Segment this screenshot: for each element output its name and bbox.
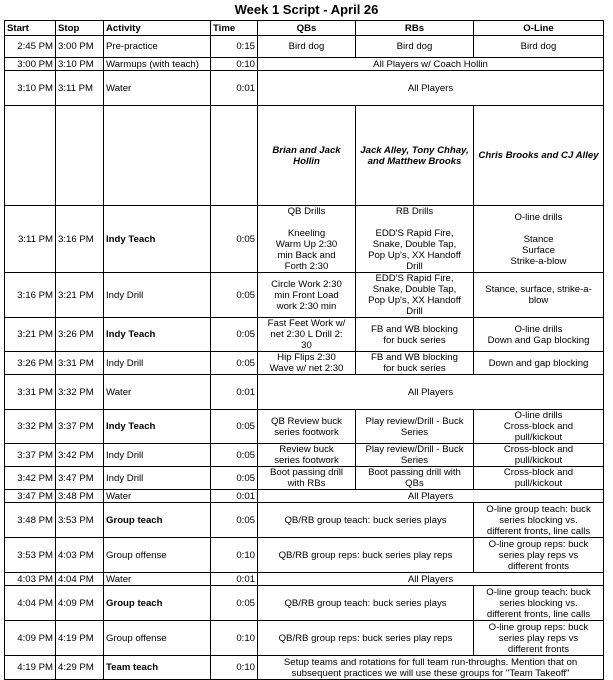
activity-cell: Indy Teach bbox=[104, 206, 211, 273]
coach-qb-cell: Brian and Jack Hollin bbox=[258, 106, 356, 206]
time-cell: 0:05 bbox=[211, 467, 258, 490]
start-cell: 3:00 PM bbox=[5, 58, 56, 71]
stop-cell: 3:37 PM bbox=[56, 410, 104, 444]
time-cell: 0:01 bbox=[211, 490, 258, 503]
table-row bbox=[5, 375, 604, 410]
qb-cell: QB Drills Kneeling Warm Up 2:30 min Back and Forth 2:30 bbox=[258, 206, 356, 273]
rb-cell: Boot passing drill with QBs bbox=[356, 467, 474, 490]
rb-cell: Play review/Drill - Buck Series bbox=[356, 444, 474, 467]
activity-cell: Group offense bbox=[104, 621, 211, 656]
start-cell: 3:10 PM bbox=[5, 71, 56, 106]
table-row bbox=[5, 503, 604, 538]
all-players-cell: All Players w/ Coach Hollin bbox=[258, 58, 604, 71]
oline-cell: Bird dog bbox=[474, 36, 604, 58]
time-cell: 0:10 bbox=[211, 621, 258, 656]
stop-cell: 3:53 PM bbox=[56, 503, 104, 538]
start-cell: 3:48 PM bbox=[5, 503, 56, 538]
qb-rb-group-cell: QB/RB group teach: buck series plays bbox=[258, 586, 474, 621]
activity-cell: Indy Drill bbox=[104, 444, 211, 467]
time-cell: 0:05 bbox=[211, 410, 258, 444]
table-row bbox=[5, 318, 604, 352]
activity-cell: Warmups (with teach) bbox=[104, 58, 211, 71]
qb-rb-group-cell: QB/RB group teach: buck series plays bbox=[258, 503, 474, 538]
time-cell: 0:10 bbox=[211, 656, 258, 680]
oline-cell: Cross-block and pull/kickout bbox=[474, 444, 604, 467]
activity-cell: Pre-practice bbox=[104, 36, 211, 58]
stop-cell: 3:32 PM bbox=[56, 375, 104, 410]
activity-cell: Group teach bbox=[104, 586, 211, 621]
start-cell: 4:19 PM bbox=[5, 656, 56, 680]
all-players-cell: All Players bbox=[258, 375, 604, 410]
activity-cell: Indy Drill bbox=[104, 273, 211, 318]
table-row bbox=[5, 71, 604, 106]
time-cell: 0:15 bbox=[211, 36, 258, 58]
oline-cell: O-line group teach: buck series blocking vs. different fronts, line calls bbox=[474, 503, 604, 538]
start-cell: 3:47 PM bbox=[5, 490, 56, 503]
page-title: Week 1 Script - April 26 bbox=[234, 2, 379, 17]
start-cell: 3:26 PM bbox=[5, 352, 56, 375]
stop-cell: 4:04 PM bbox=[56, 573, 104, 586]
oline-cell: O-line drills Cross-block and pull/kickout bbox=[474, 410, 604, 444]
time-cell: 0:05 bbox=[211, 586, 258, 621]
table-row bbox=[5, 621, 604, 656]
start-cell: 3:37 PM bbox=[5, 444, 56, 467]
table-row bbox=[5, 206, 604, 273]
time-cell: 0:05 bbox=[211, 444, 258, 467]
start-cell: 3:42 PM bbox=[5, 467, 56, 490]
qb-rb-group-cell: QB/RB group reps: buck series play reps bbox=[258, 621, 474, 656]
time-cell: 0:05 bbox=[211, 273, 258, 318]
rb-cell: Bird dog bbox=[356, 36, 474, 58]
oline-cell: Stance, surface, strike-a- blow bbox=[474, 273, 604, 318]
table-row bbox=[5, 538, 604, 573]
activity-cell: Group teach bbox=[104, 503, 211, 538]
header-row bbox=[5, 21, 604, 36]
header-activity: Activity bbox=[104, 21, 211, 36]
oline-cell: O-line drills Stance Surface Strike-a-blow bbox=[474, 206, 604, 273]
activity-cell: Water bbox=[104, 573, 211, 586]
header-oline: O-Line bbox=[474, 21, 604, 36]
time-cell: 0:01 bbox=[211, 573, 258, 586]
start-cell: 4:03 PM bbox=[5, 573, 56, 586]
activity-cell: Water bbox=[104, 375, 211, 410]
activity-cell: Indy Drill bbox=[104, 467, 211, 490]
table-row bbox=[5, 573, 604, 586]
activity-cell: Group offense bbox=[104, 538, 211, 573]
start-cell: 2:45 PM bbox=[5, 36, 56, 58]
table-row bbox=[5, 58, 604, 71]
stop-cell: 3:21 PM bbox=[56, 273, 104, 318]
rb-cell: FB and WB blocking for buck series bbox=[356, 318, 474, 352]
start-cell: 3:21 PM bbox=[5, 318, 56, 352]
practice-schedule-table bbox=[4, 20, 604, 680]
rb-cell: FB and WB blocking for buck series bbox=[356, 352, 474, 375]
all-players-cell: All Players bbox=[258, 71, 604, 106]
oline-cell: O-line group teach: buck series blocking vs. different fronts, line calls bbox=[474, 586, 604, 621]
activity-cell: Indy Drill bbox=[104, 352, 211, 375]
table-row bbox=[5, 490, 604, 503]
stop-cell: 3:48 PM bbox=[56, 490, 104, 503]
qb-cell: Circle Work 2:30 min Front Load work 2:30 min bbox=[258, 273, 356, 318]
table-row bbox=[5, 467, 604, 490]
table-row bbox=[5, 410, 604, 444]
start-cell: 3:16 PM bbox=[5, 273, 56, 318]
activity-cell: Indy Teach bbox=[104, 318, 211, 352]
all-players-cell: Setup teams and rotations for full team run-throughs. Mention that on subsequent practices we will use these groups for "Team Takeoff" bbox=[258, 656, 604, 680]
table-row bbox=[5, 586, 604, 621]
header-start: Start bbox=[5, 21, 56, 36]
time-cell: 0:10 bbox=[211, 538, 258, 573]
qb-cell: QB Review buck series footwork bbox=[258, 410, 356, 444]
header-stop: Stop bbox=[56, 21, 104, 36]
time-cell: 0:05 bbox=[211, 318, 258, 352]
qb-cell: Bird dog bbox=[258, 36, 356, 58]
all-players-cell: All Players bbox=[258, 573, 604, 586]
time-cell: 0:05 bbox=[211, 206, 258, 273]
table-row bbox=[5, 273, 604, 318]
oline-cell: Cross-block and pull/kickout bbox=[474, 467, 604, 490]
qb-rb-group-cell: QB/RB group reps: buck series play reps bbox=[258, 538, 474, 573]
start-cell: 4:09 PM bbox=[5, 621, 56, 656]
coach-ol-cell: Chris Brooks and CJ Alley bbox=[474, 106, 604, 206]
header-rbs: RBs bbox=[356, 21, 474, 36]
start-cell: 3:11 PM bbox=[5, 206, 56, 273]
stop-cell: 4:09 PM bbox=[56, 586, 104, 621]
oline-cell: O-line group reps: buck series play reps vs different fronts bbox=[474, 538, 604, 573]
header-qbs: QBs bbox=[258, 21, 356, 36]
rb-cell: EDD'S Rapid Fire, Snake, Double Tap, Pop Up's, XX Handoff Drill bbox=[356, 273, 474, 318]
time-cell: 0:10 bbox=[211, 58, 258, 71]
stop-cell: 3:11 PM bbox=[56, 71, 104, 106]
coaches-row bbox=[5, 106, 604, 206]
activity-cell: Team teach bbox=[104, 656, 211, 680]
stop-cell: 3:47 PM bbox=[56, 467, 104, 490]
stop-cell: 3:26 PM bbox=[56, 318, 104, 352]
stop-cell: 4:29 PM bbox=[56, 656, 104, 680]
activity-cell: Water bbox=[104, 490, 211, 503]
table-row bbox=[5, 444, 604, 467]
stop-cell: 4:03 PM bbox=[56, 538, 104, 573]
table-row bbox=[5, 656, 604, 680]
table-row bbox=[5, 352, 604, 375]
stop-cell: 3:00 PM bbox=[56, 36, 104, 58]
coaches-empty-cell bbox=[211, 106, 258, 206]
start-cell: 3:32 PM bbox=[5, 410, 56, 444]
start-cell: 4:04 PM bbox=[5, 586, 56, 621]
time-cell: 0:05 bbox=[211, 503, 258, 538]
stop-cell: 3:42 PM bbox=[56, 444, 104, 467]
stop-cell: 3:10 PM bbox=[56, 58, 104, 71]
oline-cell: Down and gap blocking bbox=[474, 352, 604, 375]
time-cell: 0:01 bbox=[211, 375, 258, 410]
stop-cell: 3:16 PM bbox=[56, 206, 104, 273]
oline-cell: O-line group reps: buck series play reps vs different fronts bbox=[474, 621, 604, 656]
stop-cell: 3:31 PM bbox=[56, 352, 104, 375]
activity-cell: Indy Teach bbox=[104, 410, 211, 444]
coach-rb-cell: Jack Alley, Tony Chhay, and Matthew Brooks bbox=[356, 106, 474, 206]
time-cell: 0:05 bbox=[211, 352, 258, 375]
time-cell: 0:01 bbox=[211, 71, 258, 106]
rb-cell: Play review/Drill - Buck Series bbox=[356, 410, 474, 444]
table-row bbox=[5, 36, 604, 58]
header-time: Time bbox=[211, 21, 258, 36]
rb-cell: RB Drills EDD'S Rapid Fire, Snake, Double Tap, Pop Up's, XX Handoff Drill bbox=[356, 206, 474, 273]
activity-cell: Water bbox=[104, 71, 211, 106]
coaches-empty-cell bbox=[56, 106, 104, 206]
qb-cell: Boot passing drill with RBs bbox=[258, 467, 356, 490]
coaches-empty-cell bbox=[104, 106, 211, 206]
start-cell: 3:31 PM bbox=[5, 375, 56, 410]
all-players-cell: All Players bbox=[258, 490, 604, 503]
qb-cell: Fast Feet Work w/ net 2:30 L Drill 2: 30 bbox=[258, 318, 356, 352]
qb-cell: Review buck series footwork bbox=[258, 444, 356, 467]
oline-cell: O-line drills Down and Gap blocking bbox=[474, 318, 604, 352]
coaches-empty-cell bbox=[5, 106, 56, 206]
qb-cell: Hip Flips 2:30 Wave w/ net 2:30 bbox=[258, 352, 356, 375]
stop-cell: 4:19 PM bbox=[56, 621, 104, 656]
start-cell: 3:53 PM bbox=[5, 538, 56, 573]
